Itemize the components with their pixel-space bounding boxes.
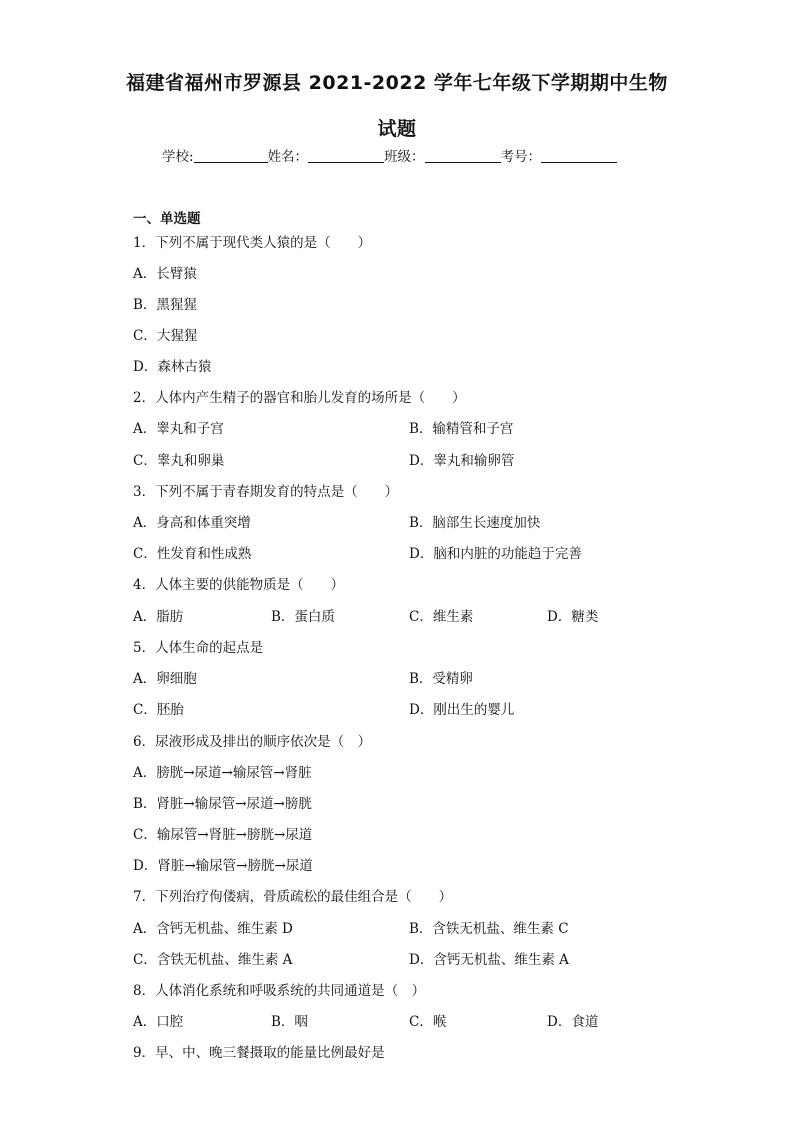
option-c: C．胚胎 <box>133 702 184 718</box>
school-blank <box>194 148 268 163</box>
question-stem: 1．下列不属于现代类人猿的是（ ） <box>133 235 372 251</box>
option-c: C．睾丸和卵巢 <box>133 453 225 469</box>
exam-title-line1: 福建省福州市罗源县 2021-2022 学年七年级下学期期中生物 <box>126 72 668 94</box>
option-c: C．性发育和性成熟 <box>133 546 252 562</box>
option-a: A．膀胱→尿道→输尿管→肾脏 <box>133 765 312 781</box>
name-label: 姓名： <box>267 149 309 165</box>
question-stem: 9．早、中、晚三餐摄取的能量比例最好是 <box>133 1045 385 1061</box>
option-d: D．睾丸和输卵管 <box>409 453 515 469</box>
option-a: A．睾丸和子宫 <box>133 421 224 437</box>
option-a: A．口腔 <box>133 1014 184 1030</box>
option-c: C．喉 <box>409 1014 447 1030</box>
student-info-line <box>162 145 617 165</box>
option-b: B．蛋白质 <box>271 609 335 625</box>
question-stem: 2．人体内产生精子的器官和胎儿发育的场所是（ ） <box>133 390 466 406</box>
option-a: A．卵细胞 <box>133 671 197 687</box>
question-stem: 7．下列治疗佝偻病，骨质疏松的最佳组合是（ ） <box>133 889 453 905</box>
option-b: B．输精管和子宫 <box>409 421 514 437</box>
class-label: 班级： <box>384 149 425 165</box>
option-b: B．肾脏→输尿管→尿道→膀胱 <box>133 796 312 812</box>
name-blank <box>308 148 384 163</box>
question-stem: 6．尿液形成及排出的顺序依次是（ ） <box>133 734 372 750</box>
school-label: 学校: <box>162 149 194 165</box>
option-b: B．含铁无机盐、维生素 C <box>409 921 569 937</box>
option-d: D．含钙无机盐、维生素 A <box>409 952 569 968</box>
option-a: A．长臂猿 <box>133 266 197 282</box>
option-d: D．食道 <box>547 1014 599 1030</box>
question-stem: 4．人体主要的供能物质是（ ） <box>133 577 345 593</box>
option-a: A．含钙无机盐、维生素 D <box>133 921 293 937</box>
section-heading: 一、单选题 <box>133 211 201 227</box>
question-stem: 3．下列不属于青春期发育的特点是（ ） <box>133 484 399 500</box>
option-c: C．输尿管→肾脏→膀胱→尿道 <box>133 827 313 843</box>
option-d: D．糖类 <box>547 609 599 625</box>
number-label: 考号： <box>500 149 542 165</box>
option-d: D．肾脏→输尿管→膀胱→尿道 <box>133 858 313 874</box>
option-a: A．身高和体重突增 <box>133 515 251 531</box>
question-stem: 5．人体生命的起点是 <box>133 640 264 656</box>
option-b: B．脑部生长速度加快 <box>409 515 541 531</box>
option-c: C．大猩猩 <box>133 328 198 344</box>
number-blank <box>541 148 617 163</box>
option-c: C．维生素 <box>409 609 474 625</box>
option-b: B．受精卵 <box>409 671 473 687</box>
option-a: A．脂肪 <box>133 609 184 625</box>
option-c: C．含铁无机盐、维生素 A <box>133 952 293 968</box>
option-d: D．刚出生的婴儿 <box>409 702 515 718</box>
option-b: B．黑猩猩 <box>133 297 197 313</box>
option-d: D．脑和内脏的功能趋于完善 <box>409 546 582 562</box>
class-blank <box>425 148 501 163</box>
option-d: D．森林古猿 <box>133 359 212 375</box>
exam-title-line2: 试题 <box>377 118 417 140</box>
question-stem: 8．人体消化系统和呼吸系统的共同通道是（ ） <box>133 983 426 999</box>
option-b: B．咽 <box>271 1014 308 1030</box>
